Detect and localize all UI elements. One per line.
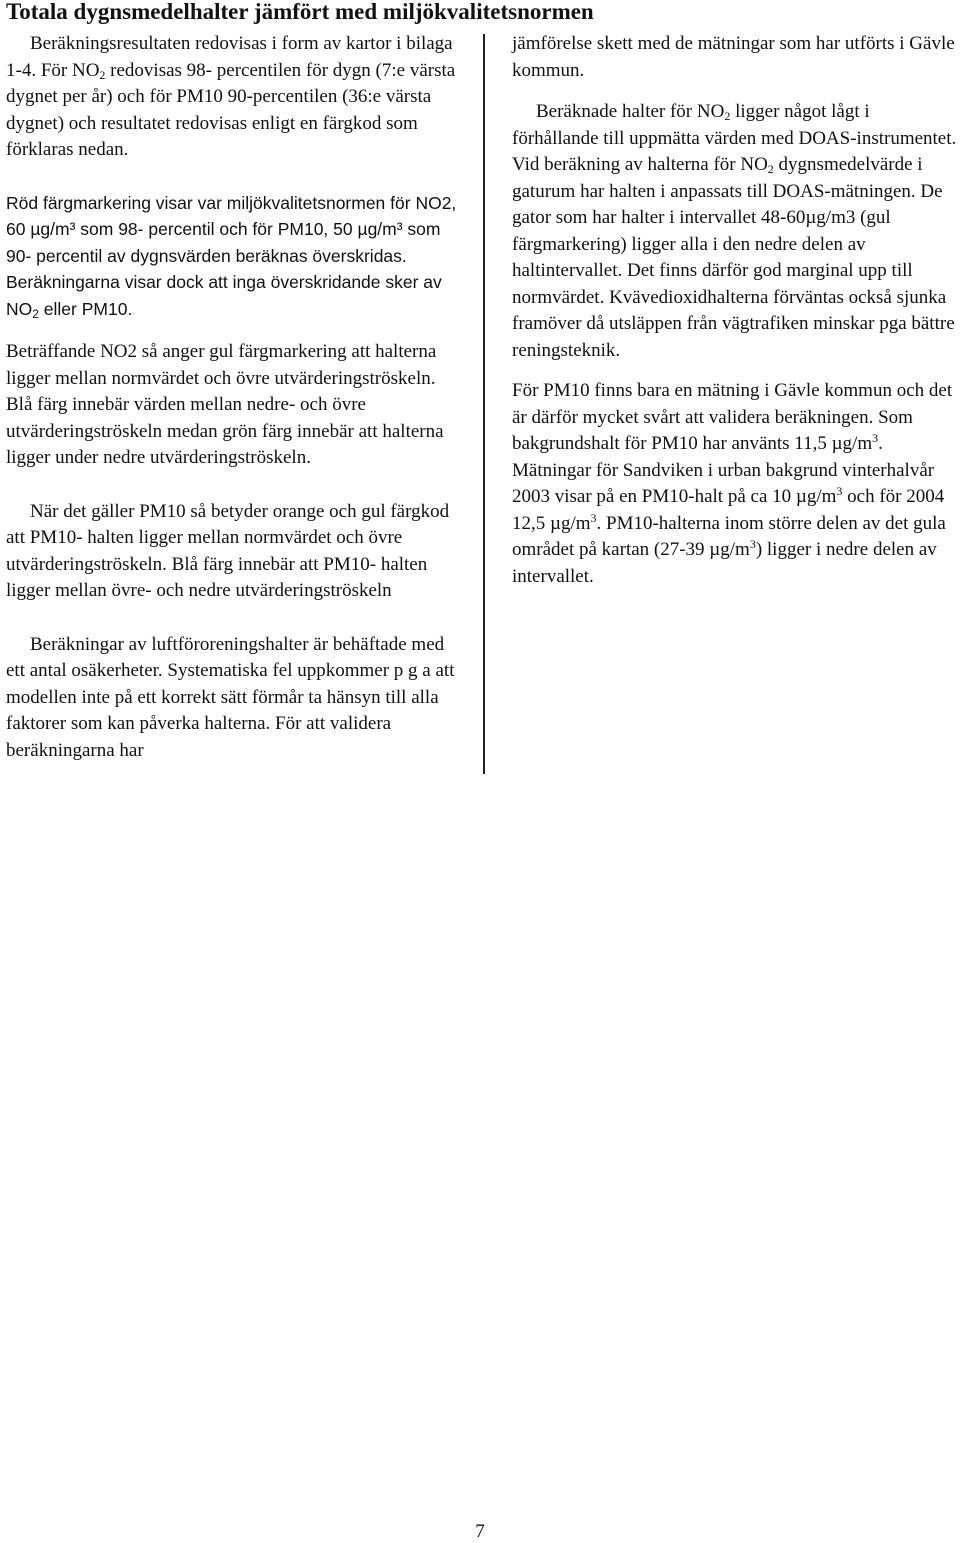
subscript: 2 — [767, 162, 774, 176]
text-run: eller PM10. — [38, 298, 133, 319]
paragraph-comparison: jämförelse skett med de mätningar som har utförts i Gävle kommun. — [512, 33, 955, 81]
superscript: 3 — [836, 484, 843, 498]
paragraph-results-intro — [6, 31, 458, 164]
text-run: . Mätningar för Sandviken i urban bakgrund vinterhalvår 2003 visar på en PM10-halt på ca 10 µg/m — [512, 433, 935, 507]
superscript: 3 — [590, 510, 597, 525]
text-run: För PM10 finns bara en mätning i Gävle kommun och det är därför mycket svårt att validera beräkningen. Som bakgrundshalt för PM10 har använts 11,5 µg/m — [512, 380, 953, 454]
text-run: Beräknade halter för NO — [536, 101, 725, 122]
subscript: 2 — [32, 306, 39, 321]
text-run: redovisas 98- percentilen för dygn (7:e värsta dygnet per år) och för PM10 90-percentilen (36:e värsta dygnet) och resultatet redovisas enligt en färgkod som förklaras nedan. — [6, 59, 456, 160]
text-run: Beräkningsresultaten redovisas i form av kartor i bilaga 1-4. För NO — [6, 33, 453, 81]
text-run: dygnsmedelvärde i gaturum har halten i anpassats till DOAS-mätningen. De gator som har halter i intervallet 48-60µg/m3 (gul färgmarkering) ligger alla i den nedre delen av haltintervallet. Det finns därför god marginal upp till normvärdet. Kvävedioxidhalterna förväntas också sjunka framöver då utsläppen från vägtrafiken minskar pga bättre reningsteknik. — [512, 154, 955, 361]
paragraph-uncertainty: Beräkningar av luftföroreningshalter är behäftade med ett antal osäkerheter. Systematiska fel uppkommer p g a att modellen inte på ett korrekt sätt förmår ta hänsyn till alla faktorer som kan påverka halterna. För att validera beräkningarna har — [6, 633, 455, 761]
paragraph-pm10-validation — [512, 378, 960, 590]
paragraph-no2-validation — [512, 99, 960, 364]
text-run: ligger något lågt i förhållande till uppmätta värden med DOAS-instrumentet. Vid beräkning av halterna för NO — [512, 101, 957, 175]
left-column — [6, 31, 458, 764]
text-run: . PM10-halterna inom större delen av det gula området på kartan (27-39 µg/m — [512, 512, 946, 560]
superscript: 3 — [749, 537, 756, 551]
text-run: ) ligger i nedre delen av intervallet. — [512, 539, 937, 587]
right-column — [512, 31, 960, 590]
section-heading: Totala dygnsmedelhalter jämfört med miljökvalitetsnormen — [6, 0, 594, 24]
column-divider — [483, 34, 485, 774]
text-run: och för 2004 12,5 µg/m — [512, 486, 945, 534]
subscript: 2 — [724, 109, 731, 123]
paragraph-red-marking — [6, 190, 458, 323]
subscript: 2 — [99, 67, 106, 82]
superscript: 3 — [872, 431, 879, 445]
text-run: Röd färgmarkering visar var miljökvalitetsnormen för NO2, 60 µg/m³ som 98- percentil och för PM10, 50 µg/m³ som 90- percentil av dygnsvärden beräknas överskridas. Beräkningarna visar dock att inga överskridande sker av NO — [6, 192, 457, 319]
page-number: 7 — [475, 1521, 485, 1542]
paragraph-no2-colors: Beträffande NO2 så anger gul färgmarkering att halterna ligger mellan normvärdet och övre utvärderingströskeln. Blå färg innebär värden mellan nedre- och övre utvärderingströskeln medan grön färg innebär att halterna ligger under nedre utvärderingströskeln. — [6, 341, 444, 468]
paragraph-pm10-colors: När det gäller PM10 så betyder orange och gul färgkod att PM10- halten ligger mellan normvärdet och övre utvärderingströskeln. Blå färg innebär att PM10- halten ligger mellan övre- och nedre utvärderingströskeln — [6, 500, 450, 601]
